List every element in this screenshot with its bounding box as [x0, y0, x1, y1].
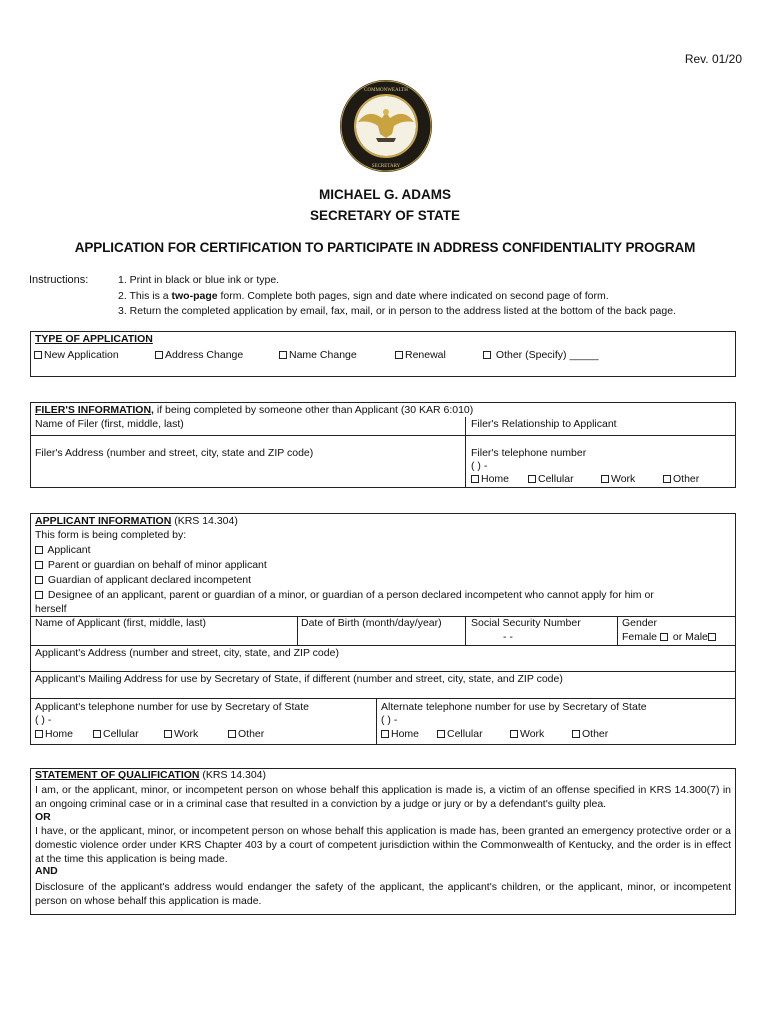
filer-phone-other[interactable]: Other [663, 473, 699, 485]
dob-label: Date of Birth (month/day/year) [301, 617, 442, 629]
filer-phone-work[interactable]: Work [601, 473, 635, 485]
checkbox[interactable] [93, 730, 101, 738]
checkbox[interactable] [279, 351, 287, 359]
secretary-office: SECRETARY OF STATE [309, 208, 460, 223]
applicant-phone-work[interactable]: Work [164, 728, 198, 740]
option-other[interactable]: Other (Specify) _____ [483, 349, 599, 361]
filer-phone-format[interactable]: ( ) - [471, 460, 488, 472]
checkbox[interactable] [228, 730, 236, 738]
qualification-paragraph-3: Disclosure of the applicant's address would endanger the safety of the applicant, the applicant's children, or the applicant, minor, or incompetent person on whose behalf this application is made. [35, 881, 731, 907]
qualification-or: OR [35, 811, 51, 823]
alt-phone-label: Alternate telephone number for use by Secretary of State [381, 701, 647, 713]
checkbox[interactable] [34, 351, 42, 359]
checkbox[interactable] [483, 351, 491, 359]
checkbox[interactable] [35, 591, 43, 599]
checkbox[interactable] [164, 730, 172, 738]
checkbox[interactable] [437, 730, 445, 738]
alt-phone-other[interactable]: Other [572, 728, 608, 740]
completed-by-parent[interactable]: Parent or guardian on behalf of minor applicant [35, 559, 267, 571]
option-renewal[interactable]: Renewal [395, 349, 446, 361]
checkbox[interactable] [381, 730, 389, 738]
alt-phone-home[interactable]: Home [381, 728, 419, 740]
applicant-phone-other[interactable]: Other [228, 728, 264, 740]
instruction-1: 1. Print in black or blue ink or type. [118, 274, 280, 286]
section-title: APPLICANT INFORMATION (KRS 14.304) [35, 515, 238, 527]
checkbox[interactable] [572, 730, 580, 738]
filer-name-label: Name of Filer (first, middle, last) [35, 418, 184, 430]
option-address-change[interactable]: Address Change [155, 349, 243, 361]
checkbox[interactable] [35, 561, 43, 569]
applicant-phone-cellular[interactable]: Cellular [93, 728, 139, 740]
checkbox[interactable] [35, 576, 43, 584]
gender-options[interactable]: Female or Male [622, 631, 718, 643]
type-of-application-section [30, 331, 736, 377]
form-title: APPLICATION FOR CERTIFICATION TO PARTICIPATE IN ADDRESS CONFIDENTIALITY PROGRAM [74, 240, 696, 255]
qualification-paragraph-2: I have, or the applicant, minor, or incompetent person on whose behalf this application is made has, been granted an emergency protective order or a domestic violence order under KRS Chapter 403 by a court of competent jurisdiction within the Commonwealth of Kentucky, and the order is in effect at the time this application is being made. [35, 825, 731, 865]
filer-phone-label: Filer's telephone number [471, 447, 587, 459]
gender-label: Gender [622, 617, 658, 629]
option-name-change[interactable]: Name Change [279, 349, 357, 361]
alt-phone-work[interactable]: Work [510, 728, 544, 740]
section-title: TYPE OF APPLICATION [35, 333, 153, 345]
filer-phone-cellular[interactable]: Cellular [528, 473, 574, 485]
applicant-phone-home[interactable]: Home [35, 728, 73, 740]
qualification-paragraph-1: I am, or the applicant, minor, or incompetent person on whose behalf this application is made is, a victim of an offense specified in KRS 14.300(7) in an ongoing criminal case or in a criminal case that resulted in a conviction by a judge or jury or by a defendant's guilty plea. [35, 784, 731, 810]
filer-phone-home[interactable]: Home [471, 473, 509, 485]
svg-text:COMMONWEALTH: COMMONWEALTH [364, 88, 408, 93]
completed-by-designee[interactable]: Designee of an applicant, parent or guardian of a minor, or guardian of a person declared incompetent who cannot apply for him or [35, 589, 654, 601]
revision-label: Rev. 01/20 [684, 52, 742, 66]
svg-text:SECRETARY: SECRETARY [371, 164, 401, 169]
completed-by-guardian[interactable]: Guardian of applicant declared incompetent [35, 574, 251, 586]
ssn-format[interactable]: - - [503, 631, 513, 643]
filer-address-label: Filer's Address (number and street, city, state and ZIP code) [35, 447, 314, 459]
alt-phone-format[interactable]: ( ) - [381, 714, 398, 726]
kentucky-seal-icon [338, 78, 434, 174]
instructions-label: Instructions: [29, 274, 89, 286]
applicant-phone-label: Applicant's telephone number for use by Secretary of State [35, 701, 309, 713]
checkbox[interactable] [663, 475, 671, 483]
alt-phone-cellular[interactable]: Cellular [437, 728, 483, 740]
checkbox[interactable] [528, 475, 536, 483]
qualification-and: AND [35, 865, 58, 877]
applicant-name-label: Name of Applicant (first, middle, last) [35, 617, 206, 629]
applicant-phone-format[interactable]: ( ) - [35, 714, 52, 726]
secretary-name: MICHAEL G. ADAMS [318, 187, 451, 202]
completed-by-applicant[interactable]: Applicant [35, 544, 91, 556]
completed-by-designee-wrap: herself [35, 603, 67, 615]
filers-information-section [30, 402, 736, 488]
applicant-mailing-label: Applicant's Mailing Address for use by Secretary of State, if different (number and street, city, state, and ZIP code) [35, 673, 563, 685]
checkbox[interactable] [35, 730, 43, 738]
instruction-3: 3. Return the completed application by email, fax, mail, or in person to the address listed at the bottom of the back page. [118, 305, 676, 317]
section-title: STATEMENT OF QUALIFICATION (KRS 14.304) [35, 769, 267, 781]
checkbox[interactable] [471, 475, 479, 483]
ssn-label: Social Security Number [471, 617, 581, 629]
statement-of-qualification-section [30, 768, 736, 915]
applicant-address-label: Applicant's Address (number and street, city, state, and ZIP code) [35, 647, 339, 659]
completed-by-label: This form is being completed by: [35, 529, 187, 541]
checkbox-male[interactable] [708, 633, 716, 641]
section-title: FILER'S INFORMATION, if being completed by someone other than Applicant (30 KAR 6:010) [35, 404, 474, 416]
filer-relationship-label: Filer's Relationship to Applicant [471, 418, 617, 430]
checkbox[interactable] [510, 730, 518, 738]
option-new-application[interactable]: New Application [34, 349, 119, 361]
checkbox[interactable] [35, 546, 43, 554]
applicant-information-section [30, 513, 736, 745]
checkbox[interactable] [601, 475, 609, 483]
checkbox-female[interactable] [660, 633, 668, 641]
checkbox[interactable] [395, 351, 403, 359]
checkbox[interactable] [155, 351, 163, 359]
instruction-2: 2. This is a two-page form. Complete both pages, sign and date where indicated on second page of form. [118, 290, 609, 302]
